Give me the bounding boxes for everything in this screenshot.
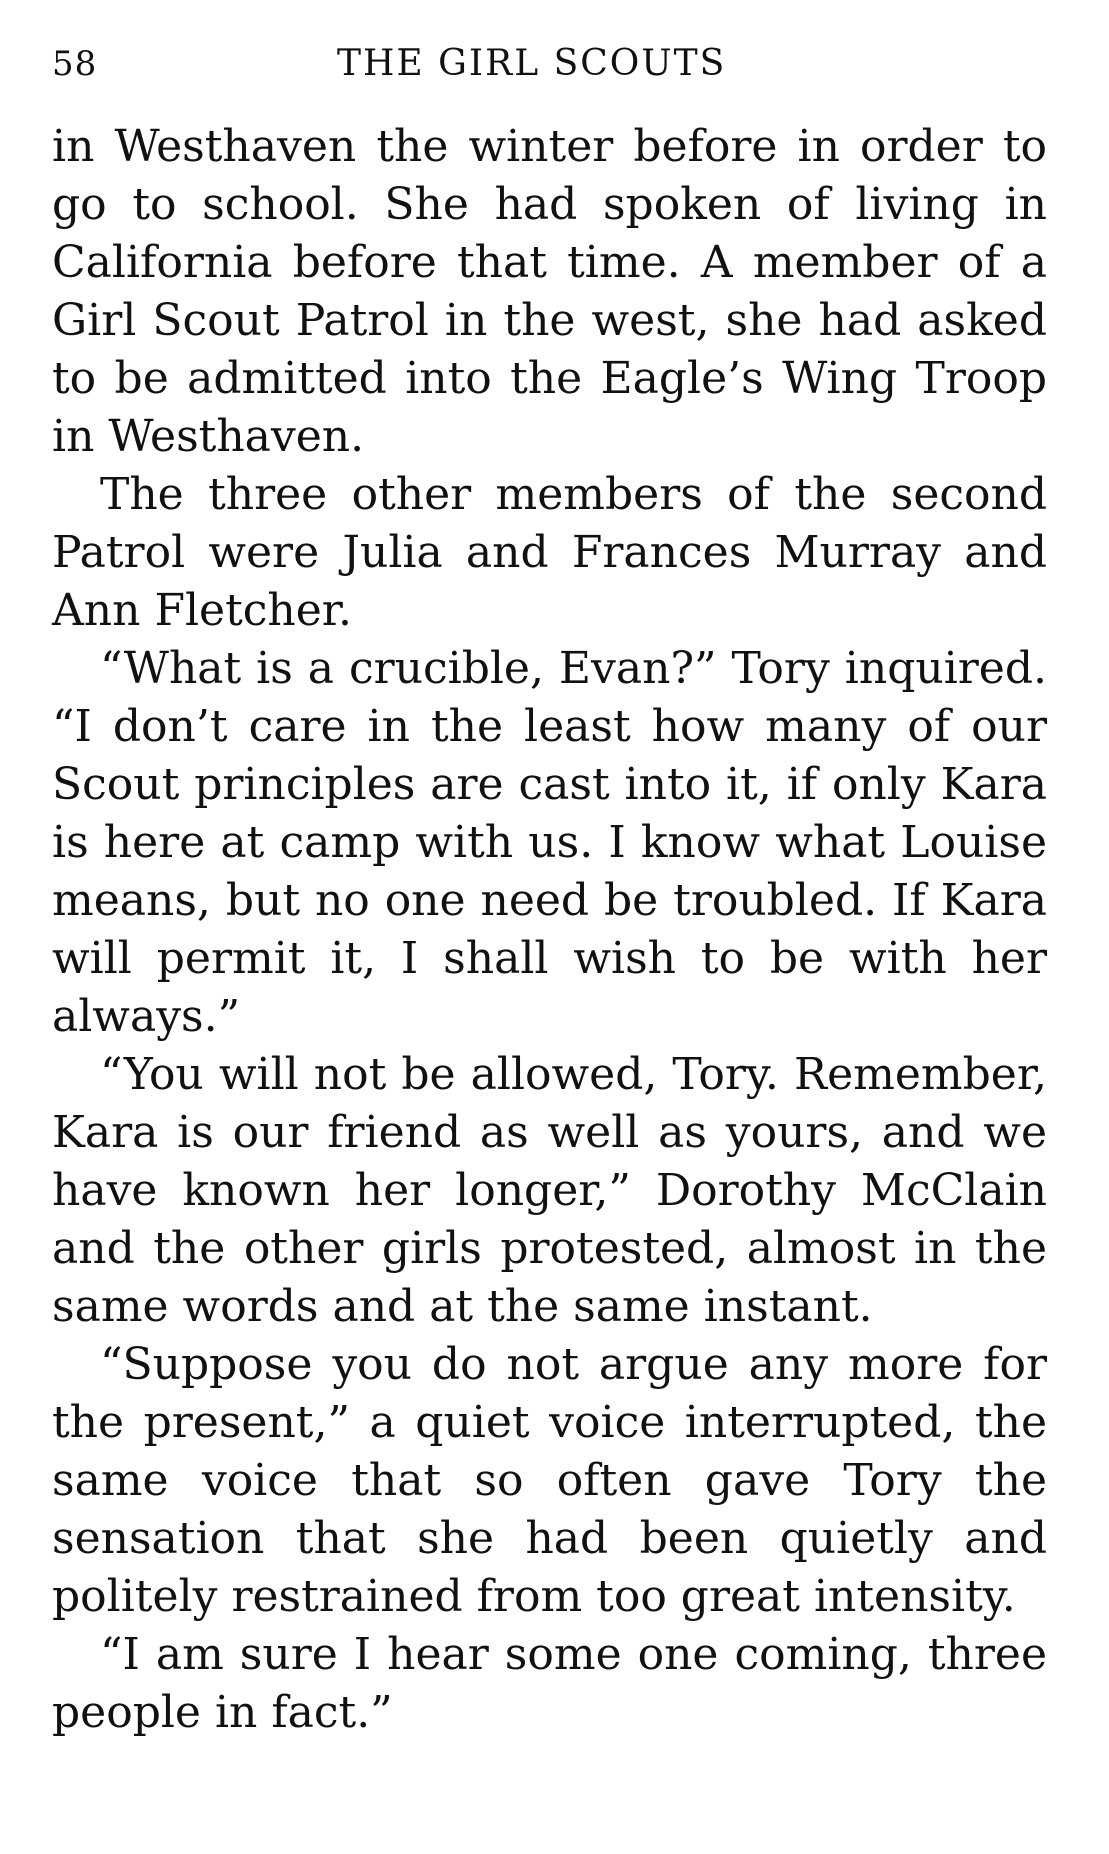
paragraph: in Westhaven the winter before in order to go to school. She had spoken of living in California before that time. A member of a Girl Scout Patrol in the west, she had asked to be admitted into the Eagle’s Wing Troop in Westhaven. [52, 121, 1047, 462]
paragraph: “You will not be allowed, Tory. Remember, Kara is our friend as well as yours, and we have known her longer,” Dorothy McClain and the other girls protested, almost in the same words and at the same instant. [52, 1049, 1047, 1332]
paragraph: “I am sure I hear some one coming, three people in fact.” [52, 1629, 1047, 1738]
paragraph: “What is a crucible, Evan?” Tory inquired. “I don’t care in the least how many of our Scout principles are cast into it, if only Kara is here at camp with us. I know what Louise means, but no one need be troubled. If Kara will permit it, I shall wish to be with her always.” [52, 643, 1047, 1042]
book-title: THE GIRL SCOUTS [337, 43, 727, 84]
running-head [52, 42, 1040, 86]
body-text [52, 118, 1047, 1742]
paragraph: “Suppose you do not argue any more for the present,” a quiet voice interrupted, the same voice that so often gave Tory the sensation that she had been quietly and politely restrained from too great intensity. [52, 1339, 1047, 1622]
page-number: 58 [52, 44, 98, 84]
paragraph: The three other members of the second Patrol were Julia and Frances Murray and Ann Fletcher. [52, 469, 1047, 636]
